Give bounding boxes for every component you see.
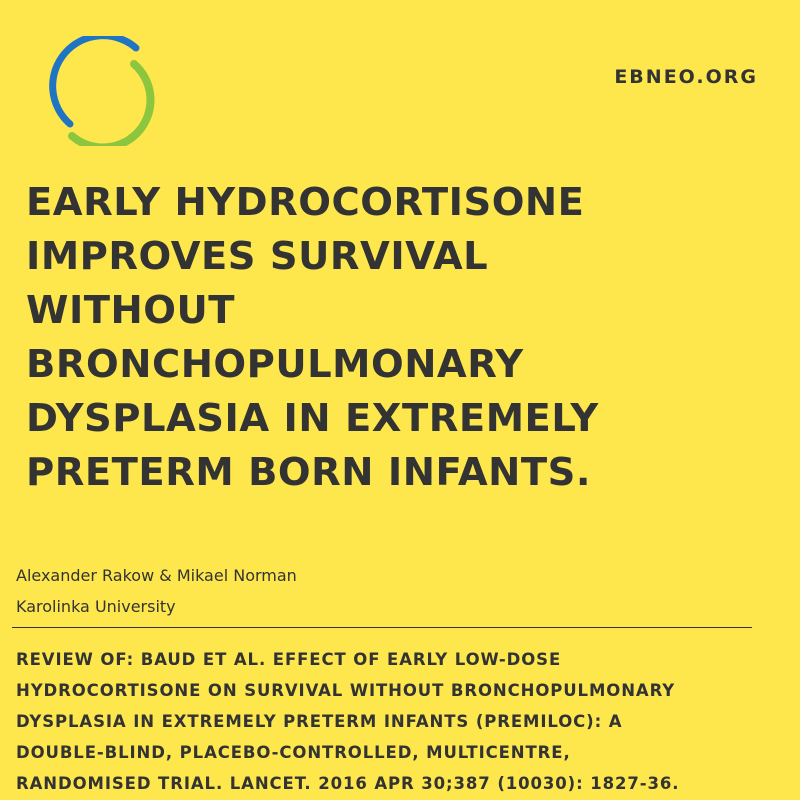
review-line: DYSPLASIA IN EXTREMELY PRETERM INFANTS (PREMILOC): A: [16, 712, 623, 731]
review-line: REVIEW OF: BAUD ET AL. EFFECT OF EARLY LOW-DOSE: [16, 650, 562, 669]
logo-blue-arc: [53, 36, 136, 124]
article-title: [26, 176, 766, 500]
title-line: EARLY HYDROCORTISONE: [26, 180, 585, 225]
review-line: RANDOMISED TRIAL. LANCET. 2016 APR 30;387 (10030): 1827-36.: [16, 774, 680, 793]
logo-green-arc: [72, 64, 150, 146]
review-citation: [16, 644, 792, 799]
affiliation: Karolinka University: [16, 597, 176, 616]
title-line: IMPROVES SURVIVAL: [26, 234, 489, 279]
review-line: DOUBLE-BLIND, PLACEBO-CONTROLLED, MULTICENTRE,: [16, 743, 571, 762]
authors: Alexander Rakow & Mikael Norman: [16, 566, 297, 585]
ebneo-logo-icon: [48, 36, 158, 146]
title-line: PRETERM BORN INFANTS.: [26, 450, 591, 495]
title-line: WITHOUT: [26, 288, 236, 333]
review-line: HYDROCORTISONE ON SURVIVAL WITHOUT BRONCHOPULMONARY: [16, 681, 676, 700]
site-url: EBNEO.ORG: [614, 66, 758, 88]
title-line: DYSPLASIA IN EXTREMELY: [26, 396, 599, 441]
divider: [12, 627, 752, 628]
title-line: BRONCHOPULMONARY: [26, 342, 524, 387]
